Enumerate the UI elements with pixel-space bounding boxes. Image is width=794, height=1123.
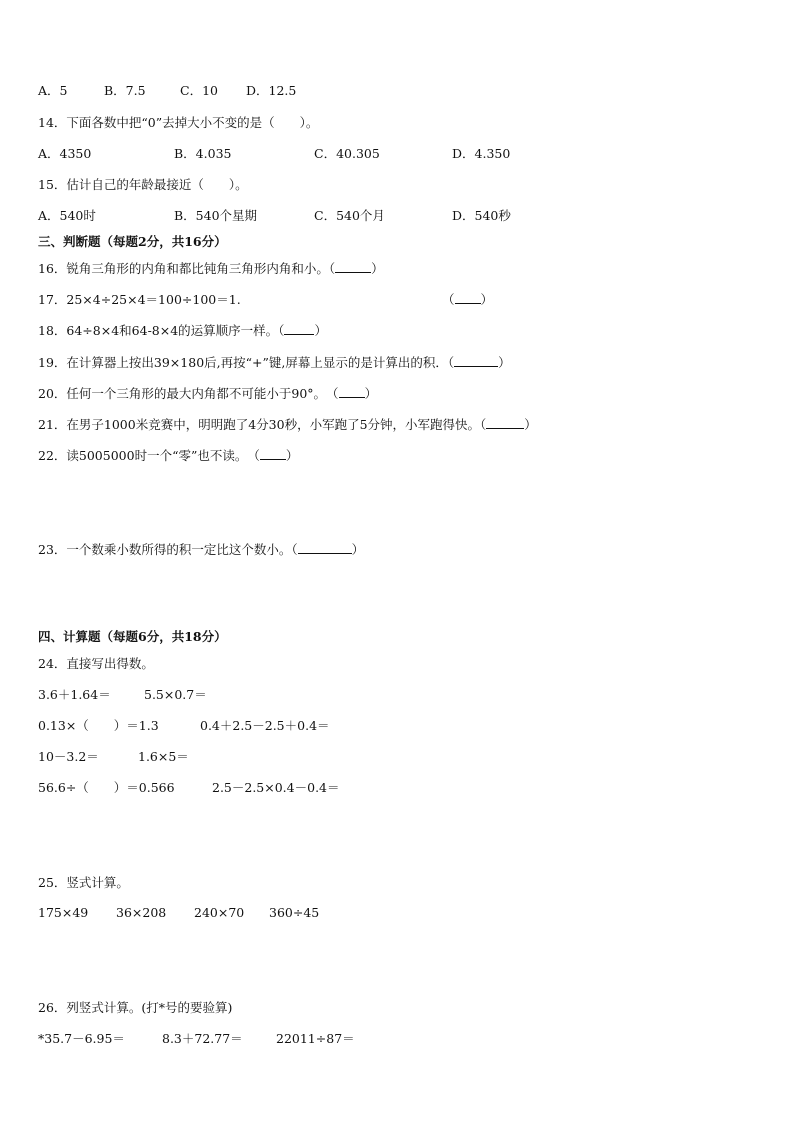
q24-problem: 1.6×5＝ [138, 749, 189, 764]
answer-blank-18[interactable] [284, 323, 314, 335]
question-16-close: ） [371, 261, 384, 276]
q26-problem: 22011÷87＝ [276, 1031, 355, 1046]
q24-problem: 56.6÷（ ）＝0.566 [38, 780, 175, 795]
q15-option-a: A．540时 [38, 208, 96, 223]
answer-blank-19[interactable] [454, 355, 498, 367]
question-17-close: ） [480, 292, 494, 307]
q15-option-b: B．540个星期 [174, 208, 258, 223]
q13-option-a: A．5 [38, 83, 68, 98]
section-3-title: 三、判断题（每题2分，共16分） [38, 234, 227, 249]
q26-problem: 8.3＋72.77＝ [162, 1031, 243, 1046]
answer-blank-22[interactable] [260, 448, 286, 460]
q15-option-d: D．540秒 [452, 208, 511, 223]
question-22-close: ） [285, 448, 299, 463]
q13-option-c: C．10 [180, 83, 218, 98]
q24-problem: 10－3.2＝ [38, 749, 99, 764]
q14-option-d: D．4.350 [452, 146, 511, 161]
question-16-text: 16．锐角三角形的内角和都比钝角三角形内角和小。（ [38, 261, 336, 276]
question-19-close: ） [498, 355, 511, 370]
q24-problem: 0.4＋2.5－2.5＋0.4＝ [200, 718, 330, 733]
question-19 [38, 355, 511, 371]
q26-stem: 26．列竖式计算。(打*号的要验算) [38, 1000, 233, 1015]
q25-problem: 360÷45 [269, 905, 320, 920]
question-21-close: ） [524, 417, 537, 432]
answer-blank-16[interactable] [335, 261, 371, 273]
question-23-text: 23．一个数乘小数所得的积一定比这个数小。（ [38, 542, 298, 557]
question-19-text: 19．在计算器上按出39×180后,再按“+”键,屏幕上显示的是计算出的积．（ [38, 355, 455, 370]
question-22-text: 22．读5005000时一个“零”也不读。 （ [38, 448, 260, 463]
question-17 [38, 292, 241, 308]
answer-blank-23[interactable] [298, 542, 352, 554]
q14-option-b: B．4.035 [174, 146, 232, 161]
q13-option-d: D．12.5 [246, 83, 297, 98]
question-18 [38, 323, 327, 339]
question-21-text: 21．在男子1000米竞赛中，明明跑了4分30秒，小军跑了5分钟，小军跑得快。（ [38, 417, 487, 432]
q14-stem: 14．下面各数中把“0”去掉大小不变的是（ ）。 [38, 115, 319, 130]
section-4-title: 四、计算题（每题6分，共18分） [38, 629, 227, 644]
question-16 [38, 261, 384, 277]
question-23-close: ） [351, 542, 365, 557]
q24-problem: 2.5－2.5×0.4－0.4＝ [212, 780, 340, 795]
question-17-open: （ [442, 292, 455, 307]
q24-problem: 5.5×0.7＝ [144, 687, 207, 702]
q25-problem: 240×70 [194, 905, 245, 920]
answer-blank-17[interactable] [455, 292, 481, 304]
q25-problem: 36×208 [116, 905, 167, 920]
q24-stem: 24．直接写出得数。 [38, 656, 154, 671]
question-17-answer [442, 292, 493, 308]
q24-problem: 3.6＋1.64＝ [38, 687, 111, 702]
q25-stem: 25．竖式计算。 [38, 875, 129, 890]
answer-blank-20[interactable] [339, 386, 365, 398]
q25-problem: 175×49 [38, 905, 89, 920]
q15-stem: 15．估计自己的年龄最接近（ ）。 [38, 177, 248, 192]
question-17-text: 17．25×4÷25×4＝100÷100＝1. [38, 292, 241, 307]
question-20 [38, 386, 377, 402]
q24-problem: 0.13×（ ）＝1.3 [38, 718, 159, 733]
question-20-text: 20．任何一个三角形的最大内角都不可能小于90°。 （ [38, 386, 339, 401]
q13-option-b: B．7.5 [104, 83, 146, 98]
question-23 [38, 542, 364, 558]
q15-option-c: C．540个月 [314, 208, 385, 223]
q14-option-a: A．4350 [38, 146, 92, 161]
question-18-text: 18．64÷8×4和64-8×4的运算顺序一样。（ [38, 323, 285, 338]
question-20-close: ） [364, 386, 378, 401]
question-22 [38, 448, 298, 464]
q26-problem: *35.7－6.95＝ [38, 1031, 125, 1046]
question-18-close: ） [314, 323, 327, 338]
answer-blank-21[interactable] [486, 417, 524, 429]
q14-option-c: C．40.305 [314, 146, 380, 161]
question-21 [38, 417, 537, 433]
